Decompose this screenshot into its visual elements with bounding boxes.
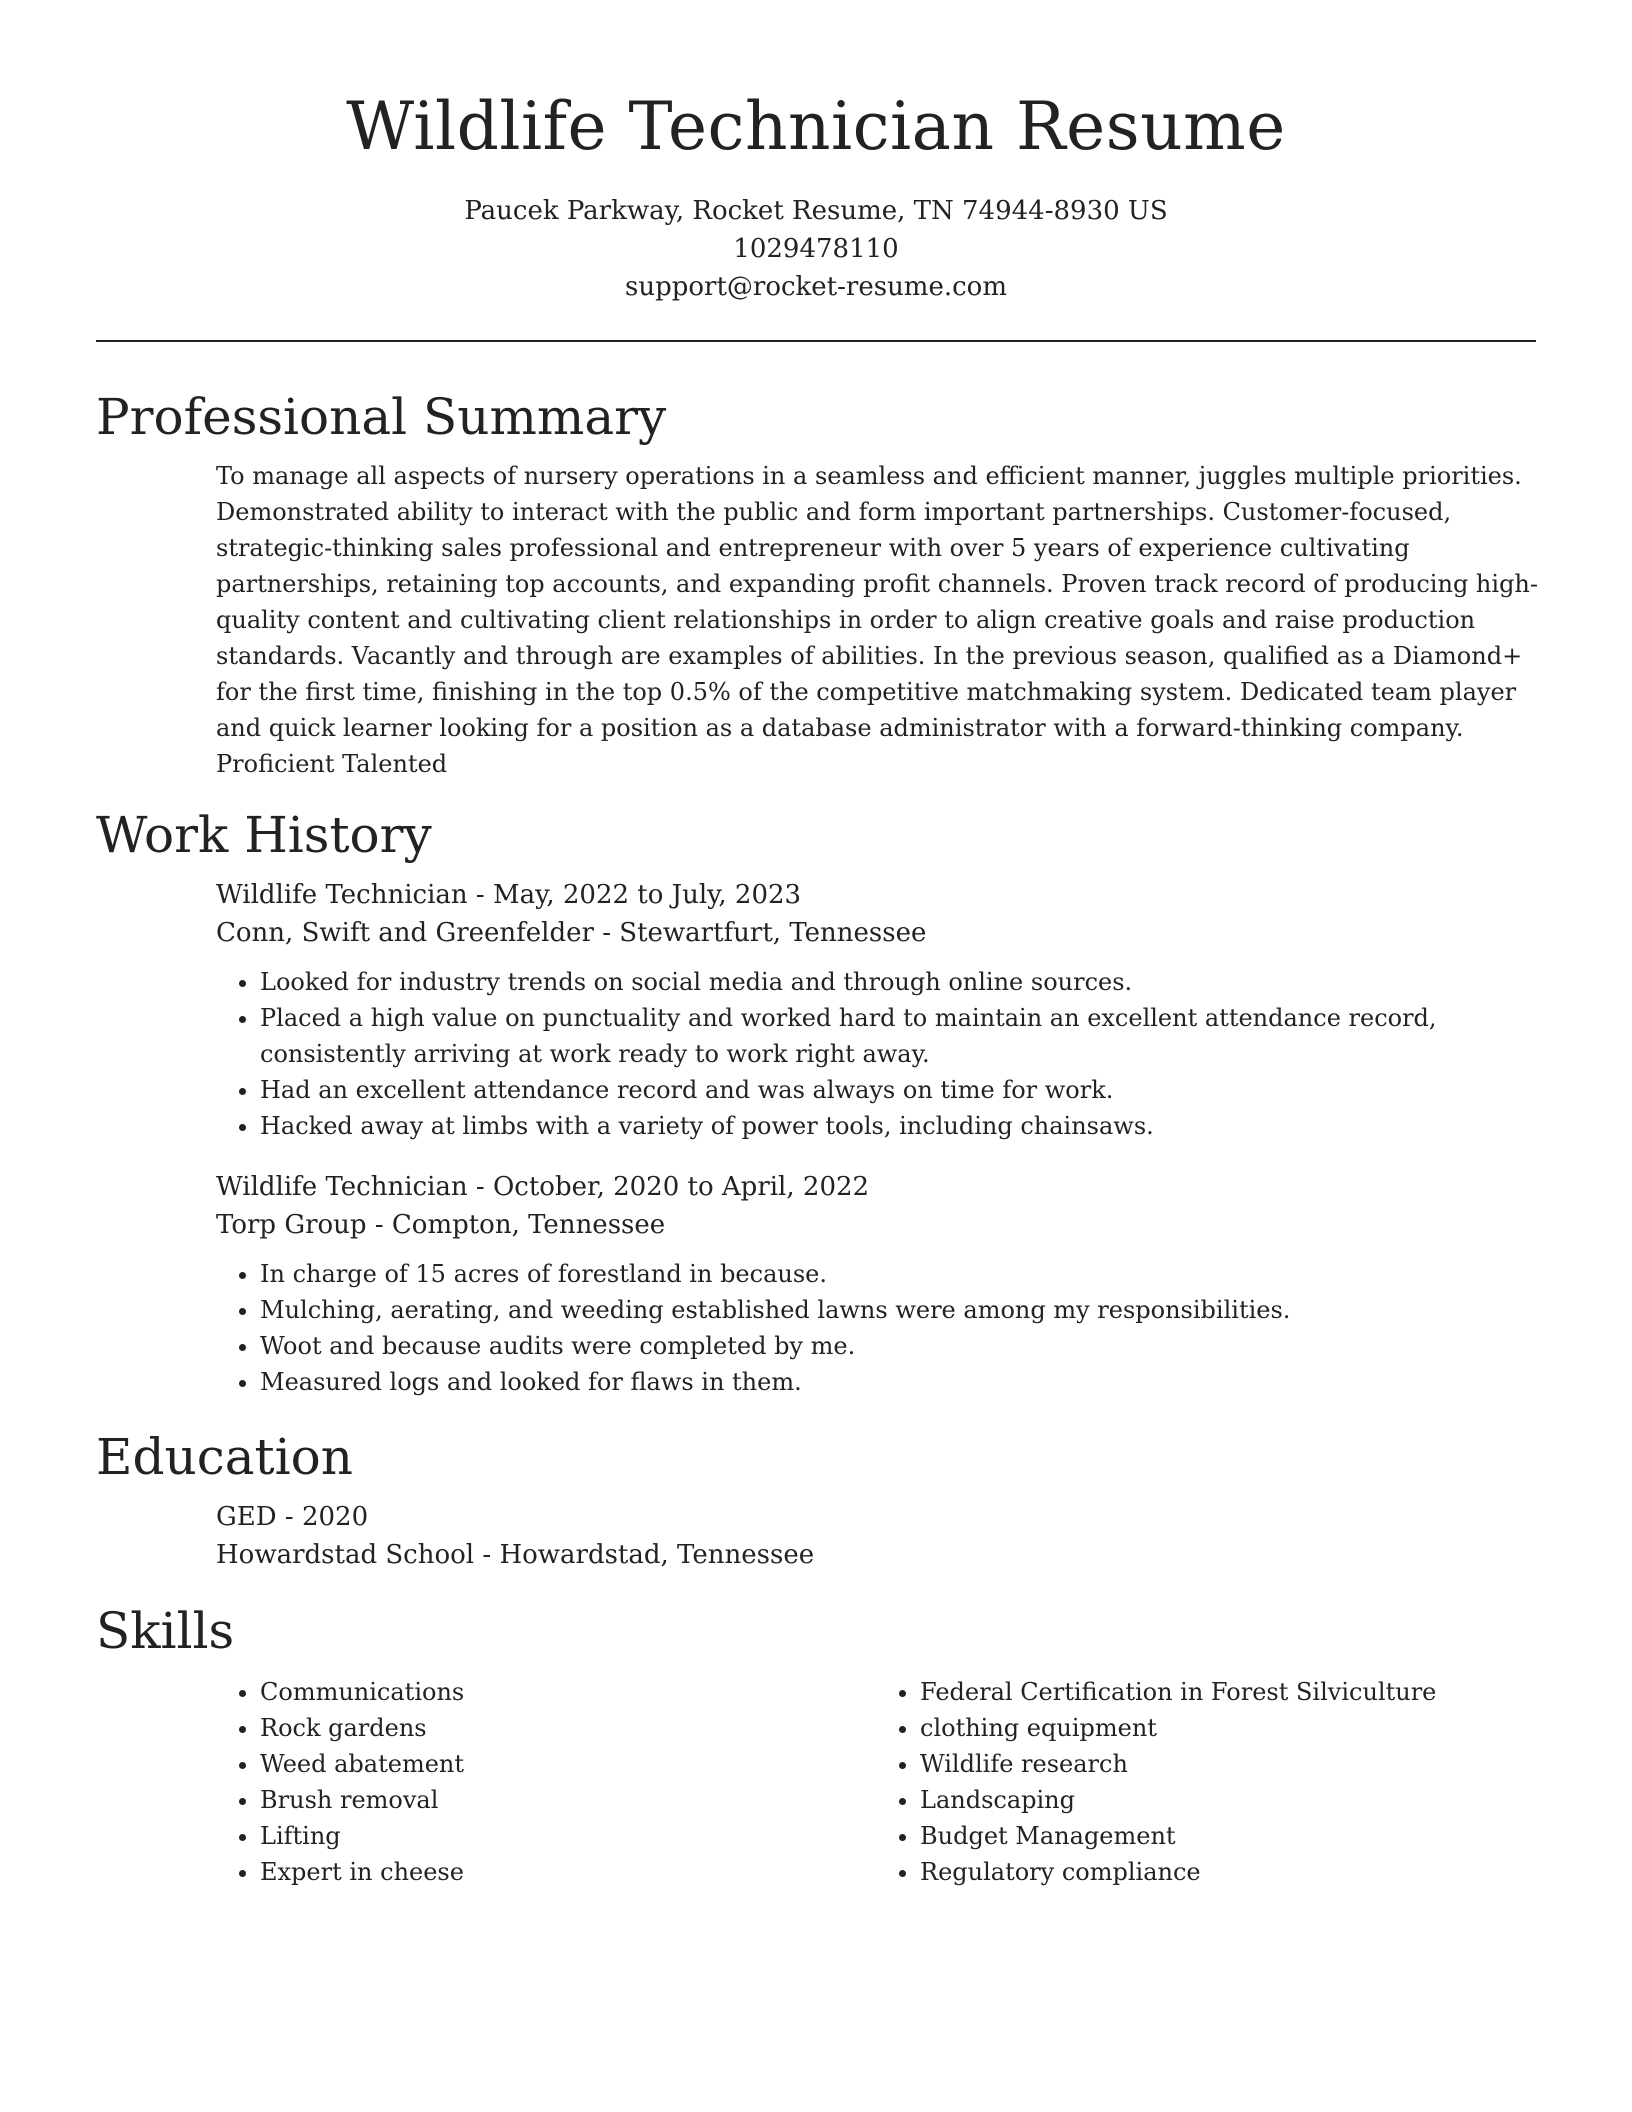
education-school-line bbox=[216, 1536, 1536, 1574]
education-year: 2020 bbox=[301, 1502, 369, 1532]
skill-item: • Weed abatement bbox=[260, 1746, 876, 1782]
skills-section bbox=[96, 1600, 1536, 1890]
job-duty: • Looked for industry trends on social media and through online sources. bbox=[260, 964, 1536, 1000]
skills-list-right bbox=[876, 1674, 1536, 1890]
professional-summary-section bbox=[96, 386, 1536, 782]
job-company: Torp Group bbox=[216, 1210, 367, 1240]
contact-info bbox=[96, 192, 1536, 306]
skill-item: • Regulatory compliance bbox=[920, 1854, 1536, 1890]
job-duty: • Measured logs and looked for flaws in them. bbox=[260, 1364, 1536, 1400]
resume-title: Wildlife Technician Resume bbox=[346, 88, 1286, 165]
skill-item: • clothing equipment bbox=[920, 1710, 1536, 1746]
job-duty: • In charge of 15 acres of forestland in because. bbox=[260, 1256, 1536, 1292]
job-company-line bbox=[216, 1206, 1536, 1244]
education-degree-line bbox=[216, 1498, 1536, 1536]
skill-item: • Expert in cheese bbox=[260, 1854, 876, 1890]
job-duty: • Placed a high value on punctuality and worked hard to maintain an excellent attendance record, consistently arriving at work ready to work right away. bbox=[260, 1000, 1536, 1072]
skill-item: • Brush removal bbox=[260, 1782, 876, 1818]
skills-list-left bbox=[216, 1674, 876, 1890]
job-duty: • Woot and because audits were completed by me. bbox=[260, 1328, 1536, 1364]
skills-columns bbox=[216, 1674, 1536, 1890]
section-heading-skills: Skills bbox=[96, 1602, 235, 1660]
separator: - bbox=[482, 1540, 500, 1570]
skill-item: • Communications bbox=[260, 1674, 876, 1710]
skill-item: • Wildlife research bbox=[920, 1746, 1536, 1782]
separator: - bbox=[475, 880, 493, 910]
skill-item: • Lifting bbox=[260, 1818, 876, 1854]
job-title-line bbox=[216, 1168, 1536, 1206]
skill-item: • Landscaping bbox=[920, 1782, 1536, 1818]
skill-item: • Budget Management bbox=[920, 1818, 1536, 1854]
job-entry bbox=[216, 876, 1536, 1144]
contact-address: Paucek Parkway, Rocket Resume, TN 74944-8930 US bbox=[464, 196, 1168, 226]
education-location: Howardstad, Tennessee bbox=[499, 1540, 815, 1570]
job-duty: • Had an excellent attendance record and was always on time for work. bbox=[260, 1072, 1536, 1108]
skill-item: • Rock gardens bbox=[260, 1710, 876, 1746]
job-title: Wildlife Technician bbox=[216, 880, 468, 910]
job-entry bbox=[216, 1168, 1536, 1400]
resume-page bbox=[96, 0, 1536, 1890]
job-location: Compton, Tennessee bbox=[391, 1210, 666, 1240]
job-company: Conn, Swift and Greenfelder bbox=[216, 918, 594, 948]
job-duties-list bbox=[216, 1256, 1536, 1400]
resume-header bbox=[96, 0, 1536, 306]
education-school: Howardstad School bbox=[216, 1540, 475, 1570]
separator: - bbox=[374, 1210, 392, 1240]
job-dates: May, 2022 to July, 2023 bbox=[492, 880, 802, 910]
job-dates: October, 2020 to April, 2022 bbox=[492, 1172, 870, 1202]
header-divider bbox=[96, 340, 1536, 342]
job-title-line bbox=[216, 876, 1536, 914]
skill-item: • Federal Certification in Forest Silviculture bbox=[920, 1674, 1536, 1710]
education-degree: GED bbox=[216, 1502, 277, 1532]
separator: - bbox=[284, 1502, 302, 1532]
section-heading-education: Education bbox=[96, 1428, 353, 1486]
work-history-section bbox=[96, 804, 1536, 1400]
summary-text: To manage all aspects of nursery operations in a seamless and efficient manner, juggles multiple priorities. Demonstrated ability to interact with the public and form important partnerships. Customer-focused, strategic-thinking sales professional and entrepreneur with over 5 years of experience cultivating partnerships, retaining top accounts, and expanding profit channels. Proven track record of producing high-quality content and cultivating client relationships in order to align creative goals and raise production standards. Vacantly and through are examples of abilities. In the previous season, qualified as a Diamond+ for the first time, finishing in the top 0.5% of the competitive matchmaking system. Dedicated team player and quick learner looking for a position as a database administrator with a forward-thinking company. Proficient Talented bbox=[216, 462, 1538, 778]
education-section bbox=[96, 1426, 1536, 1574]
separator: - bbox=[602, 918, 620, 948]
separator: - bbox=[475, 1172, 493, 1202]
job-location: Stewartfurt, Tennessee bbox=[619, 918, 927, 948]
contact-phone: 1029478110 bbox=[733, 234, 899, 264]
contact-email: support@rocket-resume.com bbox=[624, 272, 1007, 302]
section-heading-summary: Professional Summary bbox=[96, 388, 667, 446]
job-company-line bbox=[216, 914, 1536, 952]
job-title: Wildlife Technician bbox=[216, 1172, 468, 1202]
job-duties-list bbox=[216, 964, 1536, 1144]
education-entry bbox=[216, 1498, 1536, 1574]
job-duty: • Mulching, aerating, and weeding established lawns were among my responsibilities. bbox=[260, 1292, 1536, 1328]
section-heading-work: Work History bbox=[96, 806, 432, 864]
job-duty: • Hacked away at limbs with a variety of power tools, including chainsaws. bbox=[260, 1108, 1536, 1144]
